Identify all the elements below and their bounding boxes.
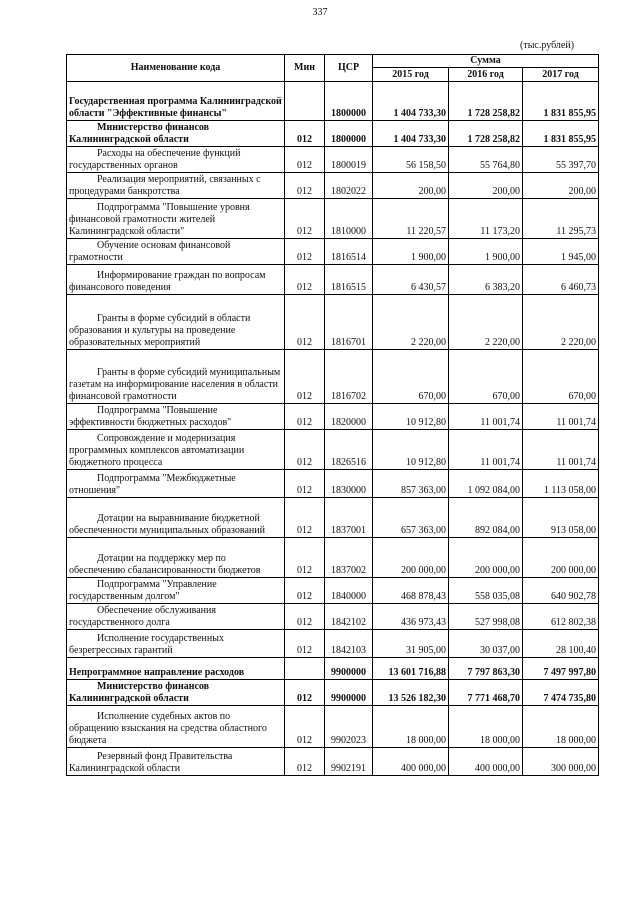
row-name-text: Обучение основам финансовой грамотности	[69, 240, 231, 263]
row-name	[67, 430, 285, 470]
row-name-text: Подпрограмма "Повышение эффективности бюджетных расходов"	[69, 405, 232, 428]
row-target-code-text: 1816515	[331, 282, 366, 293]
row-target-code	[325, 498, 373, 538]
row-amount-2017-text: 2 220,00	[561, 337, 597, 348]
table-row	[67, 578, 599, 604]
row-ministry-code	[285, 470, 325, 498]
row-ministry-code	[285, 630, 325, 658]
row-amount-2017-text: 11 001,74	[556, 417, 597, 428]
row-target-code	[325, 748, 373, 776]
row-ministry-code	[285, 706, 325, 748]
row-amount-2015-text: 436 973,43	[401, 617, 446, 628]
row-amount-2017-text: 1 831 855,95	[543, 134, 597, 145]
row-amount-2016-text: 2 220,00	[485, 337, 520, 348]
row-target-code	[325, 295, 373, 350]
row-ministry-code-text: 012	[297, 160, 312, 171]
row-name-text: Подпрограмма "Межбюджетные отношения"	[69, 473, 236, 496]
row-name-text: Исполнение судебных актов по обращению взыскания на средства областного бюджета	[69, 711, 267, 746]
row-ministry-code-text: 012	[297, 252, 312, 263]
row-ministry-code-text: 012	[297, 457, 312, 468]
row-amount-2016-text: 1 900,00	[485, 252, 520, 263]
row-amount-2017	[523, 604, 599, 630]
row-amount-2016-text: 1 728 258,82	[467, 108, 520, 119]
row-target-code	[325, 82, 373, 121]
row-target-code	[325, 604, 373, 630]
row-amount-2016	[449, 578, 523, 604]
row-amount-2015-text: 857 363,00	[401, 485, 446, 496]
row-amount-2015	[373, 538, 449, 578]
table-row	[67, 121, 599, 147]
row-name	[67, 748, 285, 776]
row-amount-2015-text: 400 000,00	[401, 763, 446, 774]
row-name	[67, 404, 285, 430]
row-amount-2015-text: 670,00	[418, 391, 446, 402]
row-name	[67, 680, 285, 706]
row-amount-2015-text: 657 363,00	[401, 525, 446, 536]
table-row	[67, 199, 599, 239]
table-row	[67, 680, 599, 706]
row-ministry-code-text: 012	[297, 226, 312, 237]
row-amount-2016	[449, 199, 523, 239]
row-name-text: Обеспечение обслуживания государственного долга	[69, 605, 216, 628]
row-ministry-code-text: 012	[297, 763, 312, 774]
row-target-code-text: 9900000	[331, 667, 366, 678]
header-2017: 2017 год	[523, 68, 599, 82]
row-target-code-text: 1816702	[331, 391, 366, 402]
row-amount-2015	[373, 295, 449, 350]
row-amount-2016	[449, 498, 523, 538]
row-amount-2017	[523, 630, 599, 658]
row-amount-2015	[373, 404, 449, 430]
row-ministry-code	[285, 680, 325, 706]
row-amount-2015	[373, 706, 449, 748]
row-name-text: Гранты в форме субсидий в области образования и культуры на проведение образовательных мероприятий	[69, 313, 251, 348]
row-amount-2015	[373, 239, 449, 265]
row-amount-2016-text: 527 998,08	[475, 617, 520, 628]
table-row	[67, 82, 599, 121]
row-amount-2016-text: 400 000,00	[475, 763, 520, 774]
row-name	[67, 578, 285, 604]
header-name: Наименование кода	[67, 55, 285, 82]
row-amount-2015	[373, 265, 449, 295]
row-target-code-text: 1830000	[331, 485, 366, 496]
row-ministry-code-text: 012	[297, 282, 312, 293]
row-amount-2015-text: 1 404 733,30	[393, 134, 446, 145]
row-amount-2017	[523, 199, 599, 239]
row-target-code-text: 1837001	[331, 525, 366, 536]
row-target-code-text: 9902191	[331, 763, 366, 774]
row-amount-2017	[523, 578, 599, 604]
row-amount-2016-text: 7 797 863,30	[467, 667, 520, 678]
row-name-text: Информирование граждан по вопросам финансового поведения	[69, 270, 266, 293]
table-row	[67, 173, 599, 199]
row-ministry-code	[285, 748, 325, 776]
row-target-code	[325, 706, 373, 748]
row-amount-2015-text: 10 912,80	[406, 417, 446, 428]
row-name	[67, 604, 285, 630]
row-target-code-text: 9902023	[331, 735, 366, 746]
row-ministry-code-text: 012	[297, 525, 312, 536]
row-amount-2017	[523, 498, 599, 538]
row-amount-2015	[373, 350, 449, 404]
row-target-code	[325, 350, 373, 404]
row-name-text: Расходы на обеспечение функций государственных органов	[69, 148, 241, 171]
header-min: Мин	[285, 55, 325, 82]
row-amount-2017-text: 18 000,00	[556, 735, 597, 746]
table-row	[67, 147, 599, 173]
row-amount-2017	[523, 706, 599, 748]
row-amount-2016	[449, 82, 523, 121]
row-amount-2016	[449, 121, 523, 147]
row-amount-2015	[373, 498, 449, 538]
row-amount-2015-text: 18 000,00	[406, 735, 446, 746]
row-target-code	[325, 630, 373, 658]
row-name-text: Дотации на выравнивание бюджетной обеспеченности муниципальных образований	[69, 513, 265, 536]
row-name-text: Гранты в форме субсидий муниципальным газетам на информирование населения в области финансовой грамотности	[69, 367, 281, 402]
row-amount-2017-text: 1 945,00	[561, 252, 597, 263]
row-ministry-code	[285, 658, 325, 680]
row-amount-2017-text: 1 113 058,00	[543, 485, 597, 496]
row-name-text: Государственная программа Калининградской области "Эффективные финансы"	[69, 96, 282, 119]
row-name	[67, 147, 285, 173]
row-amount-2015-text: 13 601 716,88	[388, 667, 446, 678]
table-row	[67, 430, 599, 470]
row-name-text: Подпрограмма "Управление государственным долгом"	[69, 579, 217, 602]
row-ministry-code-text: 012	[297, 591, 312, 602]
row-amount-2015	[373, 470, 449, 498]
row-ministry-code	[285, 498, 325, 538]
row-name-text: Дотации на поддержку мер по обеспечению сбалансированности бюджетов	[69, 553, 261, 576]
row-ministry-code	[285, 239, 325, 265]
row-ministry-code	[285, 578, 325, 604]
row-amount-2017-text: 913 058,00	[551, 525, 597, 536]
table-row	[67, 630, 599, 658]
row-amount-2017	[523, 658, 599, 680]
row-amount-2017-text: 11 001,74	[556, 457, 597, 468]
row-ministry-code	[285, 404, 325, 430]
row-amount-2017-text: 7 474 735,80	[543, 693, 597, 704]
row-target-code-text: 1820000	[331, 417, 366, 428]
row-name	[67, 350, 285, 404]
row-target-code-text: 1826516	[331, 457, 366, 468]
row-amount-2015-text: 11 220,57	[406, 226, 446, 237]
row-name	[67, 295, 285, 350]
row-amount-2015-text: 1 900,00	[411, 252, 446, 263]
row-target-code	[325, 173, 373, 199]
row-amount-2015-text: 56 158,50	[406, 160, 446, 171]
row-amount-2017-text: 1 831 855,95	[543, 108, 597, 119]
row-target-code-text: 1810000	[331, 226, 366, 237]
row-amount-2017	[523, 239, 599, 265]
page-number: 337	[312, 7, 328, 18]
row-target-code-text: 1840000	[331, 591, 366, 602]
row-amount-2017-text: 200,00	[568, 186, 597, 197]
header-2015: 2015 год	[373, 68, 449, 82]
row-amount-2017	[523, 173, 599, 199]
row-target-code-text: 1816701	[331, 337, 366, 348]
row-ministry-code	[285, 173, 325, 199]
row-ministry-code-text: 012	[297, 485, 312, 496]
row-amount-2015-text: 31 905,00	[406, 645, 446, 656]
row-ministry-code	[285, 538, 325, 578]
row-amount-2017	[523, 147, 599, 173]
row-amount-2016-text: 11 173,20	[480, 226, 520, 237]
row-amount-2017-text: 640 902,78	[551, 591, 597, 602]
row-amount-2016	[449, 295, 523, 350]
row-amount-2016-text: 6 383,20	[485, 282, 520, 293]
row-target-code	[325, 147, 373, 173]
table-row	[67, 498, 599, 538]
row-target-code	[325, 578, 373, 604]
row-amount-2016	[449, 538, 523, 578]
row-target-code-text: 1800019	[331, 160, 366, 171]
budget-table	[66, 54, 599, 776]
row-amount-2017	[523, 350, 599, 404]
row-name-text: Реализация мероприятий, связанных с процедурами банкротства	[69, 174, 261, 197]
row-ministry-code-text: 012	[297, 417, 312, 428]
row-ministry-code-text: 012	[297, 186, 312, 197]
row-amount-2016	[449, 350, 523, 404]
row-target-code	[325, 265, 373, 295]
table-row	[67, 239, 599, 265]
row-name	[67, 498, 285, 538]
row-amount-2015-text: 200 000,00	[401, 565, 446, 576]
row-target-code	[325, 404, 373, 430]
row-amount-2017	[523, 538, 599, 578]
row-amount-2015	[373, 630, 449, 658]
table-row	[67, 470, 599, 498]
row-name	[67, 239, 285, 265]
row-amount-2015-text: 6 430,57	[411, 282, 446, 293]
row-amount-2017-text: 7 497 997,80	[543, 667, 597, 678]
table-row	[67, 404, 599, 430]
row-amount-2017	[523, 82, 599, 121]
row-amount-2016	[449, 658, 523, 680]
row-ministry-code	[285, 82, 325, 121]
row-name	[67, 82, 285, 121]
header-csr: ЦСР	[325, 55, 373, 82]
table-row	[67, 538, 599, 578]
row-amount-2015	[373, 82, 449, 121]
row-amount-2017	[523, 121, 599, 147]
row-amount-2017	[523, 265, 599, 295]
row-target-code-text: 1800000	[331, 134, 366, 145]
row-amount-2016	[449, 404, 523, 430]
row-amount-2016	[449, 706, 523, 748]
row-amount-2017-text: 300 000,00	[551, 763, 597, 774]
row-amount-2015	[373, 748, 449, 776]
row-target-code-text: 9900000	[331, 693, 366, 704]
row-amount-2015-text: 2 220,00	[411, 337, 446, 348]
row-target-code	[325, 199, 373, 239]
row-ministry-code	[285, 350, 325, 404]
row-name	[67, 706, 285, 748]
row-name	[67, 173, 285, 199]
row-amount-2015-text: 200,00	[418, 186, 446, 197]
row-ministry-code	[285, 430, 325, 470]
row-amount-2015	[373, 578, 449, 604]
row-name-text: Резервный фонд Правительства Калининградской области	[69, 751, 233, 774]
row-amount-2015	[373, 173, 449, 199]
row-target-code-text: 1837002	[331, 565, 366, 576]
row-amount-2016	[449, 265, 523, 295]
row-amount-2016	[449, 680, 523, 706]
table-row	[67, 265, 599, 295]
row-amount-2016-text: 55 764,80	[480, 160, 520, 171]
row-target-code-text: 1802022	[331, 186, 366, 197]
table-row	[67, 350, 599, 404]
row-name-text: Министерство финансов Калининградской области	[69, 122, 210, 145]
row-amount-2015	[373, 430, 449, 470]
row-ministry-code	[285, 199, 325, 239]
row-name	[67, 265, 285, 295]
row-amount-2015	[373, 680, 449, 706]
row-ministry-code-text: 012	[297, 645, 312, 656]
row-ministry-code-text: 012	[297, 337, 312, 348]
table-body	[67, 82, 599, 776]
table-row	[67, 658, 599, 680]
row-amount-2016	[449, 604, 523, 630]
row-amount-2016-text: 1 092 084,00	[467, 485, 520, 496]
table-row	[67, 604, 599, 630]
row-name	[67, 630, 285, 658]
row-amount-2016	[449, 470, 523, 498]
row-ministry-code	[285, 147, 325, 173]
row-ministry-code	[285, 265, 325, 295]
row-name-text: Исполнение государственных безрегрессных гарантий	[69, 633, 224, 656]
row-amount-2016-text: 200 000,00	[475, 565, 520, 576]
row-target-code	[325, 430, 373, 470]
row-name-text: Сопровождение и модернизация программных комплексов автоматизации бюджетного процесса	[69, 433, 245, 468]
table-row	[67, 706, 599, 748]
row-name-text: Непрограммное направление расходов	[69, 667, 245, 678]
table-row	[67, 748, 599, 776]
row-ministry-code-text: 012	[297, 693, 312, 704]
row-amount-2015	[373, 658, 449, 680]
row-target-code-text: 1800000	[331, 108, 366, 119]
row-ministry-code-text: 012	[297, 565, 312, 576]
row-amount-2016-text: 670,00	[492, 391, 520, 402]
row-target-code	[325, 658, 373, 680]
row-amount-2016	[449, 630, 523, 658]
row-amount-2016	[449, 147, 523, 173]
row-ministry-code	[285, 295, 325, 350]
row-amount-2017-text: 200 000,00	[551, 565, 597, 576]
row-amount-2017-text: 28 100,40	[556, 645, 597, 656]
row-amount-2015	[373, 199, 449, 239]
row-amount-2015-text: 13 526 182,30	[388, 693, 446, 704]
row-amount-2016-text: 11 001,74	[480, 417, 520, 428]
row-target-code	[325, 538, 373, 578]
row-amount-2015-text: 10 912,80	[406, 457, 446, 468]
row-name-text: Министерство финансов Калининградской области	[69, 681, 210, 704]
row-amount-2016-text: 200,00	[492, 186, 520, 197]
row-amount-2016	[449, 748, 523, 776]
row-amount-2016	[449, 430, 523, 470]
row-name	[67, 470, 285, 498]
row-amount-2017	[523, 404, 599, 430]
header-sum: Сумма	[373, 55, 599, 68]
row-ministry-code	[285, 604, 325, 630]
row-target-code	[325, 239, 373, 265]
row-amount-2016-text: 30 037,00	[480, 645, 520, 656]
row-ministry-code-text: 012	[297, 391, 312, 402]
row-ministry-code-text: 012	[297, 134, 312, 145]
row-amount-2017	[523, 748, 599, 776]
row-target-code-text: 1842103	[331, 645, 366, 656]
row-amount-2016-text: 892 084,00	[475, 525, 520, 536]
row-amount-2017-text: 612 802,38	[551, 617, 597, 628]
units-label: (тыс.рублей)	[520, 40, 575, 51]
row-amount-2016-text: 18 000,00	[480, 735, 520, 746]
row-amount-2015	[373, 147, 449, 173]
row-ministry-code-text: 012	[297, 735, 312, 746]
row-target-code	[325, 121, 373, 147]
row-amount-2017	[523, 680, 599, 706]
header-2016: 2016 год	[449, 68, 523, 82]
row-amount-2016	[449, 239, 523, 265]
row-name	[67, 658, 285, 680]
row-ministry-code-text: 012	[297, 617, 312, 628]
row-amount-2016-text: 558 035,08	[475, 591, 520, 602]
row-amount-2017-text: 6 460,73	[561, 282, 597, 293]
row-target-code-text: 1816514	[331, 252, 366, 263]
row-amount-2016-text: 11 001,74	[480, 457, 520, 468]
row-amount-2015-text: 468 878,43	[401, 591, 446, 602]
row-amount-2017-text: 11 295,73	[556, 226, 597, 237]
row-name	[67, 538, 285, 578]
row-amount-2017-text: 670,00	[568, 391, 597, 402]
row-amount-2017	[523, 295, 599, 350]
row-name	[67, 199, 285, 239]
row-target-code-text: 1842102	[331, 617, 366, 628]
row-amount-2017-text: 55 397,70	[556, 160, 597, 171]
row-name	[67, 121, 285, 147]
table-row	[67, 295, 599, 350]
row-target-code	[325, 680, 373, 706]
row-amount-2017	[523, 430, 599, 470]
row-target-code	[325, 470, 373, 498]
row-ministry-code	[285, 121, 325, 147]
row-amount-2016-text: 7 771 468,70	[467, 693, 520, 704]
row-amount-2017	[523, 470, 599, 498]
row-amount-2015-text: 1 404 733,30	[393, 108, 446, 119]
row-amount-2015	[373, 121, 449, 147]
row-name-text: Подпрограмма "Повышение уровня финансовой грамотности жителей Калининградской области"	[69, 202, 250, 237]
row-amount-2015	[373, 604, 449, 630]
row-amount-2016	[449, 173, 523, 199]
row-amount-2016-text: 1 728 258,82	[467, 134, 520, 145]
